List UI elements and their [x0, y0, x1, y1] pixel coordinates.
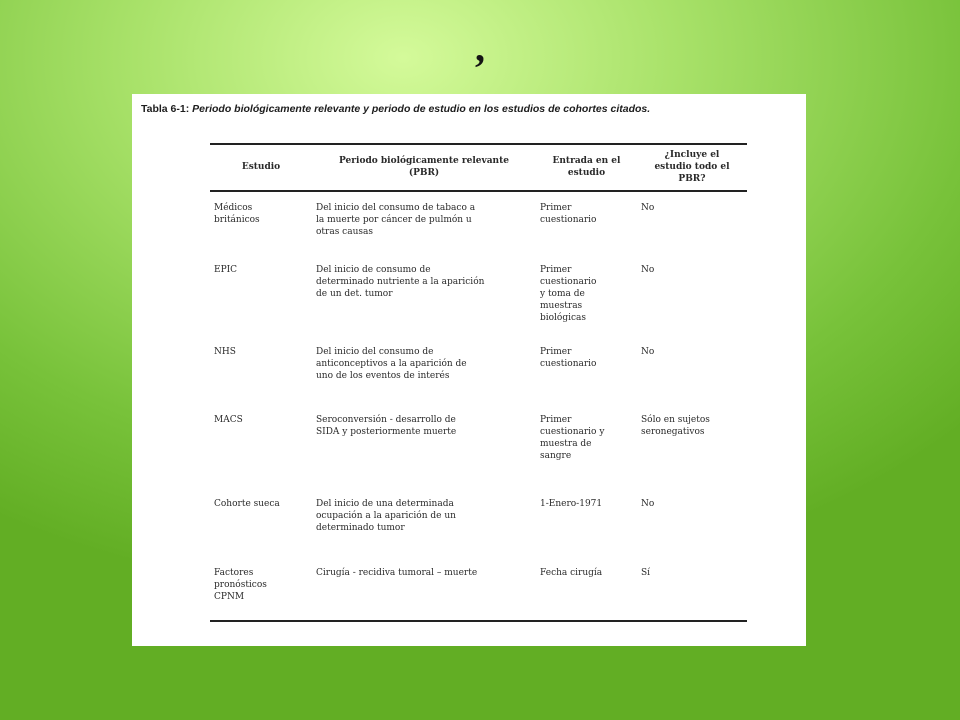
cell-pbr [312, 264, 536, 346]
table-row [210, 191, 747, 264]
cell-text: Cohorte sueca [214, 499, 280, 509]
cell-pbr [312, 498, 536, 567]
cell-entrada [536, 498, 637, 567]
cell-text: Sólo en sujetos seronegativos [641, 415, 710, 437]
caption-text: Periodo biológicamente relevante y periodo de estudio en los estudios de cohortes citados. [192, 103, 651, 115]
cell-estudio [210, 264, 312, 346]
table-row [210, 567, 747, 621]
header-label: Periodo biológicamente relevante (PBR) [339, 156, 509, 178]
study-table [210, 143, 747, 622]
cell-incluye [637, 498, 747, 567]
header-label: ¿Incluye el estudio todo el PBR? [654, 150, 730, 184]
cell-text: Del inicio del consumo de tabaco a la muerte por cáncer de pulmón u otras causas [316, 203, 476, 237]
cell-text: Del inicio del consumo de anticonceptivos a la aparición de uno de los eventos de interés [316, 347, 467, 381]
slide-title: , [475, 25, 485, 70]
cell-text: Médicos británicos [214, 203, 260, 225]
cell-text: Primer cuestionario y muestra de sangre [540, 415, 605, 461]
cell-entrada [536, 567, 637, 621]
cell-text: MACS [214, 415, 243, 425]
cell-text: Cirugía - recidiva tumoral – muerte [316, 568, 478, 578]
header-pbr [312, 144, 536, 191]
cell-estudio [210, 567, 312, 621]
cell-pbr [312, 414, 536, 498]
cell-entrada [536, 414, 637, 498]
header-label: Estudio [241, 162, 281, 172]
table-row [210, 346, 747, 414]
cell-incluye [637, 264, 747, 346]
cell-text: EPIC [214, 265, 238, 275]
table-caption [141, 103, 650, 116]
cell-entrada [536, 191, 637, 264]
caption-number: Tabla 6-1: [141, 103, 190, 115]
cell-text: No [641, 265, 655, 275]
cell-pbr [312, 346, 536, 414]
cell-pbr [312, 567, 536, 621]
cell-text: Del inicio de una determinada ocupación a la aparición de un determinado tumor [316, 499, 456, 533]
cell-text: No [641, 499, 655, 509]
cell-text: No [641, 203, 655, 213]
cell-estudio [210, 346, 312, 414]
cell-estudio [210, 191, 312, 264]
table-figure [132, 94, 806, 646]
cell-incluye [637, 567, 747, 621]
cell-text: Fecha cirugía [540, 568, 603, 578]
cell-text: Sí [641, 568, 651, 578]
cell-text: Primer cuestionario y toma de muestras biológicas [540, 265, 597, 323]
cell-estudio [210, 414, 312, 498]
table-row [210, 414, 747, 498]
cell-entrada [536, 264, 637, 346]
header-label: Entrada en el estudio [552, 156, 621, 178]
table-row [210, 264, 747, 346]
table-header-row [210, 144, 747, 191]
header-entrada [536, 144, 637, 191]
cell-text: Del inicio de consumo de determinado nutriente a la aparición de un det. tumor [316, 265, 485, 299]
cell-incluye [637, 414, 747, 498]
header-incluye [637, 144, 747, 191]
cell-estudio [210, 498, 312, 567]
cell-text: Primer cuestionario [540, 203, 597, 225]
cell-text: NHS [214, 347, 236, 357]
cell-entrada [536, 346, 637, 414]
table-row [210, 498, 747, 567]
cell-incluye [637, 191, 747, 264]
header-estudio [210, 144, 312, 191]
cell-text: 1-Enero-1971 [540, 499, 603, 509]
cell-incluye [637, 346, 747, 414]
cell-text: No [641, 347, 655, 357]
cell-text: Seroconversión - desarrollo de SIDA y posteriormente muerte [316, 415, 457, 437]
cell-text: Factores pronósticos CPNM [214, 568, 267, 602]
cell-pbr [312, 191, 536, 264]
cell-text: Primer cuestionario [540, 347, 597, 369]
